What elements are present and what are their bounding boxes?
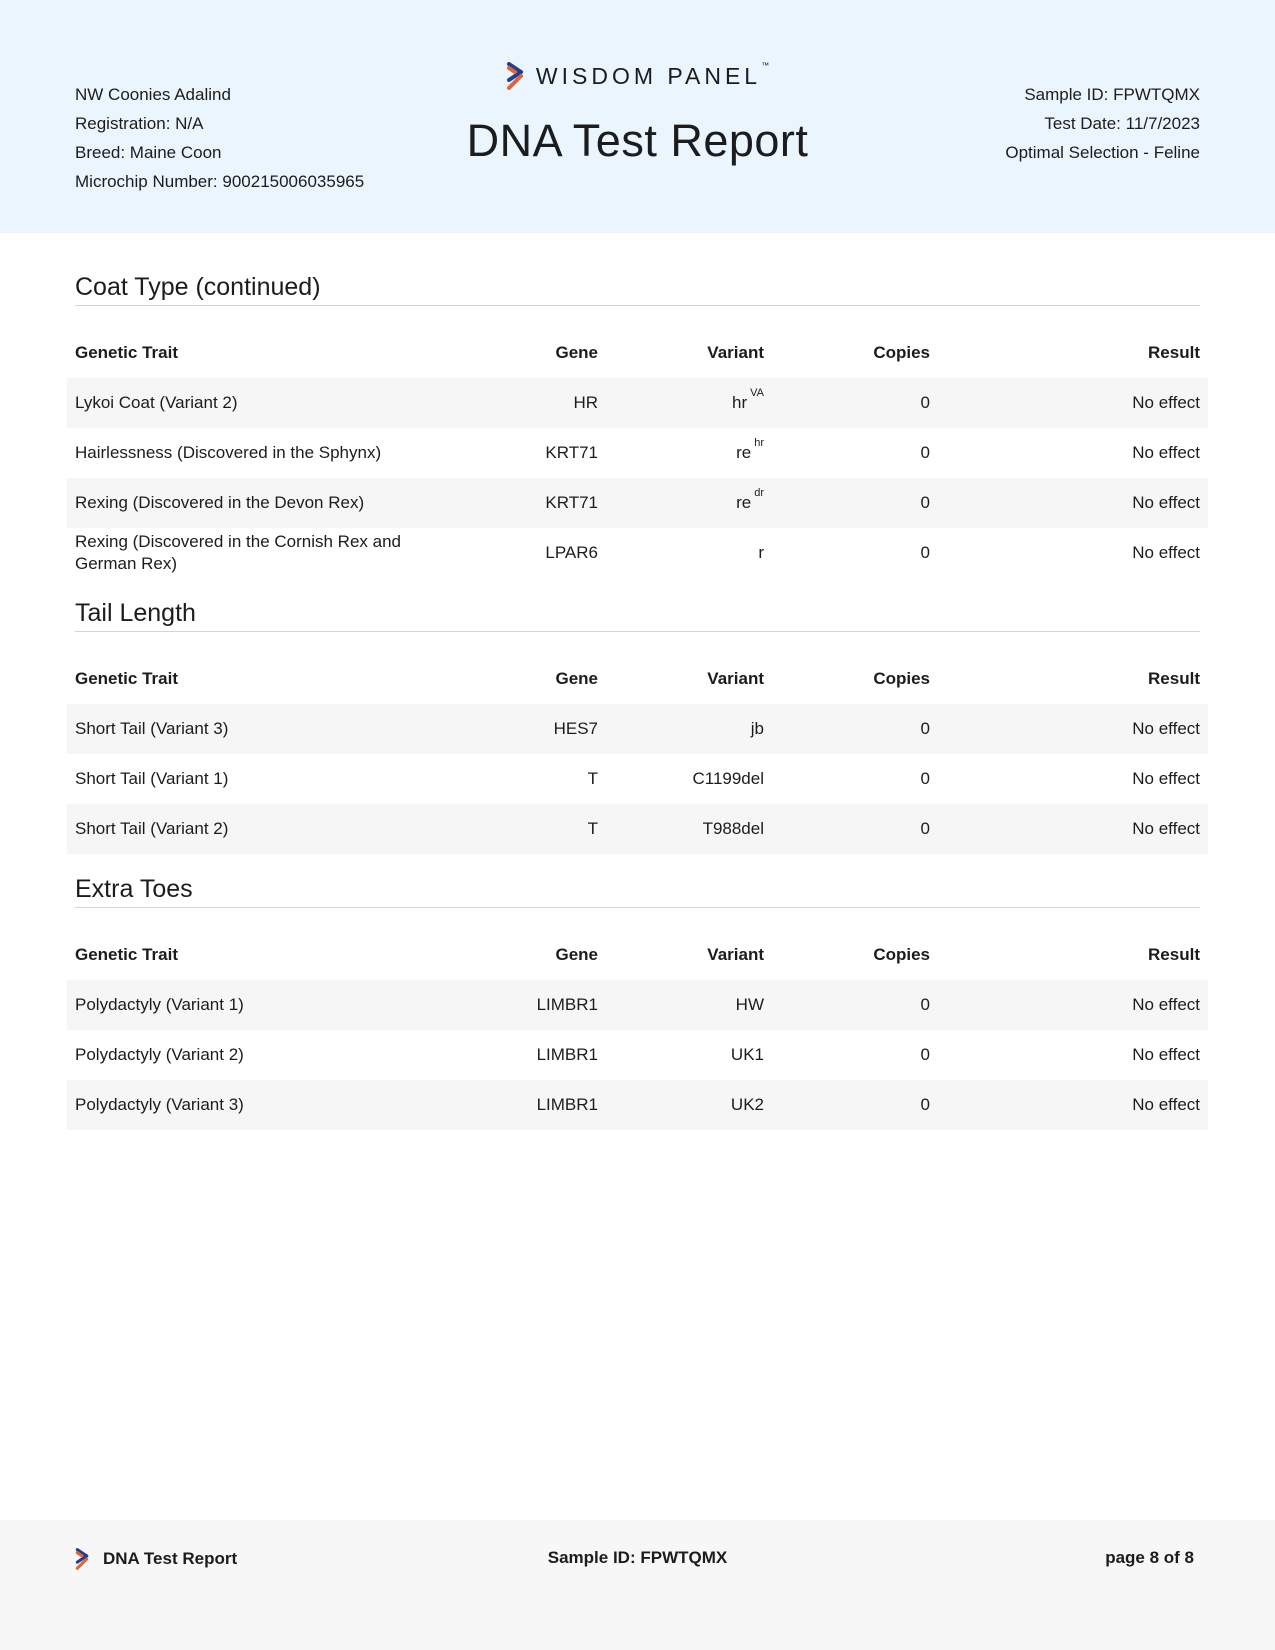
pet-name: NW Coonies Adalind <box>75 85 231 104</box>
trait-cell: Short Tail (Variant 3) <box>75 719 229 738</box>
copies-cell: 0 <box>920 493 930 512</box>
gene-cell: HR <box>573 393 598 412</box>
column-header-trait: Genetic Trait <box>75 669 178 688</box>
column-header-copies: Copies <box>873 669 930 688</box>
copies-cell: 0 <box>920 543 930 562</box>
variant-cell: T988del <box>702 819 764 838</box>
trait-table <box>67 930 1208 1130</box>
trait-cell: Short Tail (Variant 1) <box>75 769 229 788</box>
product-name: Optimal Selection - Feline <box>1005 143 1200 162</box>
trait-cell: Lykoi Coat (Variant 2) <box>75 393 238 412</box>
gene-cell: LIMBR1 <box>536 995 598 1014</box>
sample-id: Sample ID: FPWTQMX <box>1024 85 1200 104</box>
trait-cell: Short Tail (Variant 2) <box>75 819 229 838</box>
variant-cell: jb <box>750 719 764 738</box>
test-date: Test Date: 11/7/2023 <box>1044 114 1200 133</box>
trait-cell: Polydactyly (Variant 1) <box>75 995 244 1014</box>
breed: Breed: Maine Coon <box>75 143 222 162</box>
brand-logo <box>506 62 769 90</box>
footer-sample-id: Sample ID: FPWTQMX <box>547 1548 728 1567</box>
result-cell: No effect <box>1132 493 1200 512</box>
gene-cell: LIMBR1 <box>536 1095 598 1114</box>
section-title: Tail Length <box>75 596 1200 632</box>
variant-cell: hr $^{VA}$ <box>732 387 764 412</box>
gene-cell: KRT71 <box>545 493 598 512</box>
gene-cell: LIMBR1 <box>536 1045 598 1064</box>
copies-cell: 0 <box>920 819 930 838</box>
trait-cell: Hairlessness (Discovered in the Sphynx) <box>75 443 382 462</box>
column-header-variant: Variant <box>707 343 764 362</box>
variant-cell: C1199del <box>692 769 764 788</box>
variant-cell: UK1 <box>730 1045 764 1064</box>
copies-cell: 0 <box>920 719 930 738</box>
copies-cell: 0 <box>920 393 930 412</box>
trait-cell: Rexing (Discovered in the Cornish Rex and German Rex) <box>75 532 401 573</box>
table-row <box>67 980 1208 1030</box>
page-number: page 8 of 8 <box>1105 1548 1194 1567</box>
copies-cell: 0 <box>920 1045 930 1064</box>
column-header-gene: Gene <box>555 945 598 964</box>
table-header-row <box>67 654 1208 704</box>
variant-cell: r <box>758 543 764 562</box>
gene-cell: LPAR6 <box>545 543 598 562</box>
gene-cell: KRT71 <box>545 443 598 462</box>
result-cell: No effect <box>1132 543 1200 562</box>
brand-name: WISDOM PANEL™ <box>535 60 770 89</box>
column-header-variant: Variant <box>707 669 764 688</box>
trait-cell: Polydactyly (Variant 3) <box>75 1095 244 1114</box>
column-header-result: Result <box>1148 945 1200 964</box>
section-title: Coat Type (continued) <box>75 270 1200 306</box>
variant-cell: re $^{hr}$ <box>736 437 764 462</box>
table-row <box>67 428 1208 478</box>
section-coat-type <box>67 270 1208 578</box>
copies-cell: 0 <box>920 1095 930 1114</box>
trait-table <box>67 654 1208 854</box>
column-header-variant: Variant <box>707 945 764 964</box>
column-header-copies: Copies <box>873 343 930 362</box>
gene-cell: HES7 <box>553 719 598 738</box>
table-row <box>67 804 1208 854</box>
trait-cell: Rexing (Discovered in the Devon Rex) <box>75 493 365 512</box>
result-cell: No effect <box>1132 769 1200 788</box>
section-title: Extra Toes <box>75 872 1200 908</box>
trait-cell: Polydactyly (Variant 2) <box>75 1045 244 1064</box>
wisdom-panel-helix-logo-icon <box>506 62 524 90</box>
variant-cell: HW <box>735 995 764 1014</box>
registration: Registration: N/A <box>75 114 204 133</box>
table-row <box>67 378 1208 428</box>
result-cell: No effect <box>1132 819 1200 838</box>
result-cell: No effect <box>1132 995 1200 1014</box>
result-cell: No effect <box>1132 393 1200 412</box>
gene-cell: T <box>587 819 598 838</box>
column-header-gene: Gene <box>555 343 598 362</box>
column-header-trait: Genetic Trait <box>75 945 178 964</box>
report-footer <box>0 1520 1275 1650</box>
column-header-result: Result <box>1148 343 1200 362</box>
table-header-row <box>67 328 1208 378</box>
copies-cell: 0 <box>920 443 930 462</box>
table-row <box>67 528 1208 578</box>
copies-cell: 0 <box>920 769 930 788</box>
report-header <box>0 0 1275 233</box>
table-row <box>67 1030 1208 1080</box>
result-cell: No effect <box>1132 443 1200 462</box>
table-row <box>67 478 1208 528</box>
table-row <box>67 704 1208 754</box>
section-tail-length <box>67 596 1208 854</box>
column-header-gene: Gene <box>555 669 598 688</box>
trait-table <box>67 328 1208 578</box>
gene-cell: T <box>587 769 598 788</box>
result-cell: No effect <box>1132 719 1200 738</box>
sample-info <box>1005 80 1200 167</box>
microchip-number: Microchip Number: 900215006035965 <box>75 172 365 191</box>
variant-cell: re $^{dr}$ <box>736 487 764 512</box>
table-row <box>67 754 1208 804</box>
column-header-copies: Copies <box>873 945 930 964</box>
table-row <box>67 1080 1208 1130</box>
result-cell: No effect <box>1132 1095 1200 1114</box>
variant-cell: UK2 <box>730 1095 764 1114</box>
result-cell: No effect <box>1132 1045 1200 1064</box>
footer-report-label: DNA Test Report <box>103 1549 238 1568</box>
column-header-result: Result <box>1148 669 1200 688</box>
report-content <box>67 270 1208 1148</box>
section-extra-toes <box>67 872 1208 1130</box>
column-header-trait: Genetic Trait <box>75 343 178 362</box>
copies-cell: 0 <box>920 995 930 1014</box>
report-title: DNA Test Report <box>466 115 809 166</box>
table-header-row <box>67 930 1208 980</box>
